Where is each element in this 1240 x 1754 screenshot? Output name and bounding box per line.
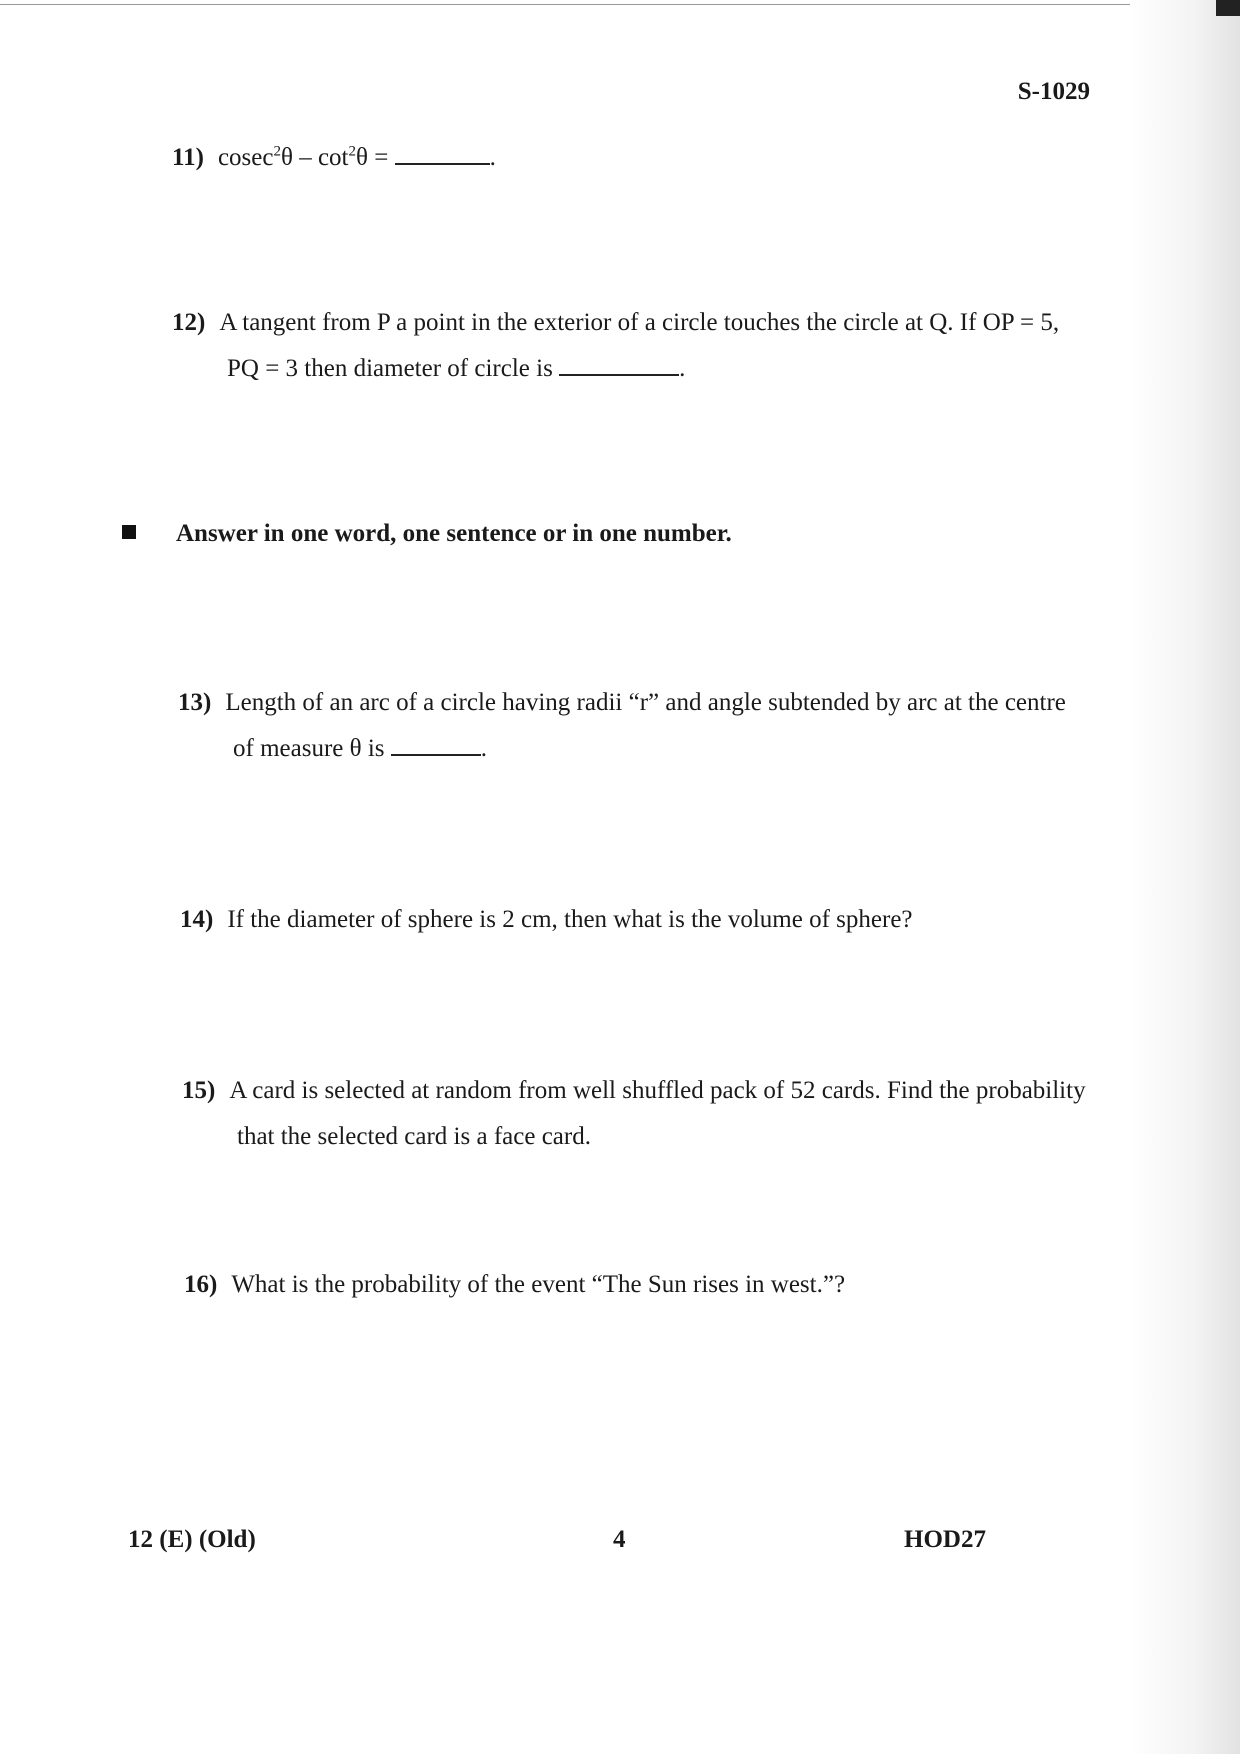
footer-code: HOD27 [904, 1526, 986, 1553]
question-text-line-2: of measure θ is [233, 735, 391, 762]
question-15 [182, 1068, 1086, 1160]
question-text-line-1: A tangent from P a point in the exterior of a circle touches the circle at Q. If OP = 5, [219, 309, 1060, 336]
page-corner-mark [1216, 0, 1240, 16]
question-number: 11) [172, 144, 204, 171]
question-text: If the diameter of sphere is 2 cm, then what is the volume of sphere? [227, 906, 913, 933]
square-bullet-icon [122, 525, 136, 539]
answer-blank [391, 732, 481, 756]
question-16 [184, 1262, 845, 1308]
question-13: 13) Length of an arc of a circle having radii “r” and angle subtended by arc at the centre of measure θ is . [178, 680, 1066, 772]
question-text: What is the probability of the event “The Sun rises in west.”? [231, 1271, 846, 1298]
question-number: 12) [172, 309, 206, 336]
footer-paper-label: 12 (E) (Old) [128, 1526, 256, 1553]
page-edge-shadow [1130, 0, 1240, 1754]
footer-page-number: 4 [613, 1526, 626, 1553]
section-instruction: Answer in one word, one sentence or in one number. [122, 520, 732, 548]
question-text-line-2: that the selected card is a face card. [237, 1123, 591, 1150]
answer-blank [395, 141, 490, 165]
question-14 [180, 897, 913, 943]
top-edge-line [0, 4, 1130, 5]
question-text-line-1: Length of an arc of a circle having radii “r” and angle subtended by arc at the centre [225, 689, 1066, 716]
question-number: 13) [178, 689, 212, 716]
question-text-line-2: PQ = 3 then diameter of circle is [227, 355, 560, 382]
question-11: 11) $cosec^2\theta - \cot^2\theta$ = . [172, 135, 496, 181]
paper-code: S-1029 [1017, 78, 1090, 105]
question-12: 12) A tangent from P a point in the exterior of a circle touches the circle at Q. If OP = 5, PQ = 3 then diameter of circle is . [172, 300, 1059, 392]
question-number: 16) [184, 1271, 218, 1298]
question-number: 14) [180, 906, 214, 933]
answer-blank [559, 352, 679, 376]
question-text-line-1: A card is selected at random from well shuffled pack of 52 cards. Find the probability [229, 1077, 1086, 1104]
question-number: 15) [182, 1077, 216, 1104]
question-text: $cosec^2\theta - \cot^2\theta$ = [217, 143, 395, 171]
